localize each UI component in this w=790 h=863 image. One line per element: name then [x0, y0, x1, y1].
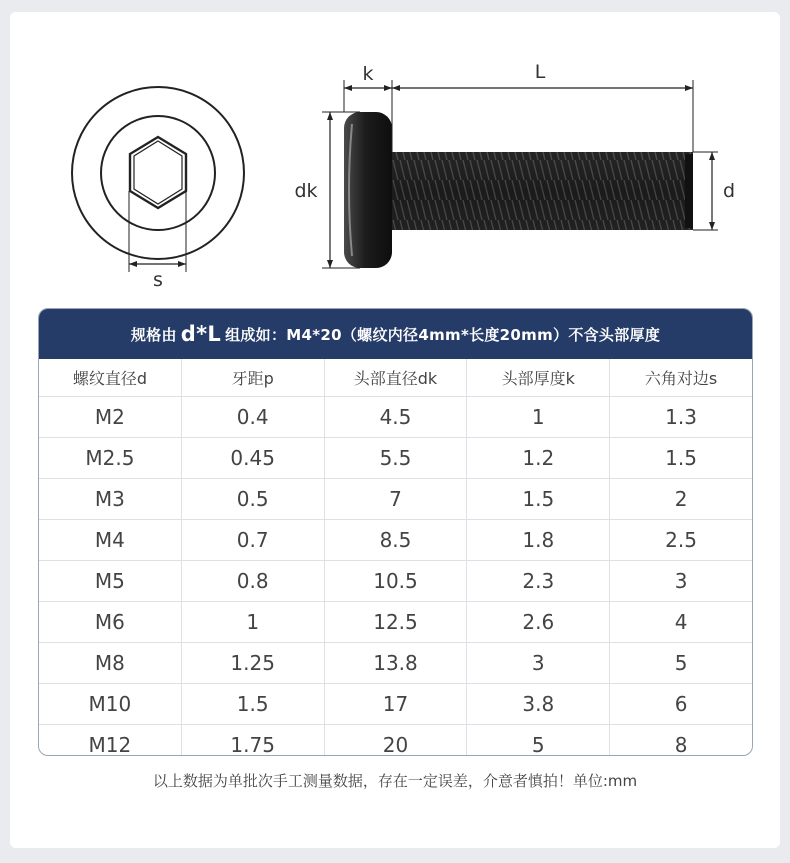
- table-row: [39, 437, 752, 478]
- footer-note: 以上数据为单批次手工测量数据，存在一定误差，介意者慎拍！单位:mm: [152, 772, 638, 790]
- table-cell: M2.5: [39, 438, 182, 478]
- table-cell: 3.8: [467, 684, 610, 724]
- table-row: [39, 560, 752, 601]
- screw-diagram: [0, 0, 790, 300]
- head-top-view: [72, 87, 244, 259]
- label-k: k: [362, 63, 374, 85]
- table-cell: 4: [674, 610, 688, 634]
- table-cell: 13.8: [325, 643, 468, 683]
- table-cell: 0.5: [182, 479, 325, 519]
- table-banner: [39, 309, 752, 359]
- table-header-row: [39, 359, 752, 396]
- table-cell: 1.8: [467, 520, 610, 560]
- table-cell: 5: [467, 725, 610, 756]
- table-row: [39, 601, 752, 642]
- table-header-cell: 头部厚度k: [467, 359, 610, 396]
- table-cell: 1.5: [665, 446, 697, 470]
- table-cell: 7: [325, 479, 468, 519]
- banner-suffix: 组成如：M4*20（螺纹内径4mm*长度20mm）不含头部厚度: [225, 325, 661, 344]
- table-body: [39, 359, 752, 756]
- table-row: [39, 724, 752, 756]
- table-cell: 4.5: [325, 397, 468, 437]
- table-row: [39, 478, 752, 519]
- label-L: L: [534, 61, 546, 83]
- dimension-L: [392, 61, 693, 152]
- table-cell: M4: [39, 520, 182, 560]
- table-row: [39, 396, 752, 437]
- table-cell: 3: [674, 569, 688, 593]
- table-cell: M10: [39, 684, 182, 724]
- table-cell: 0.7: [182, 520, 325, 560]
- table-cell: 5.5: [325, 438, 468, 478]
- table-cell: 6: [674, 692, 688, 716]
- table-cell: 10.5: [325, 561, 468, 601]
- table-cell: M12: [39, 725, 182, 756]
- table-cell: 1.5: [182, 684, 325, 724]
- table-cell: 5: [674, 651, 688, 675]
- spec-table: [38, 308, 753, 756]
- table-header-cell: 头部直径dk: [325, 359, 468, 396]
- table-cell: 1: [467, 397, 610, 437]
- label-s: s: [153, 269, 163, 291]
- table-cell: 2.6: [467, 602, 610, 642]
- banner-dl: d*L: [180, 322, 222, 346]
- table-cell: 0.4: [182, 397, 325, 437]
- table-cell: 1.2: [467, 438, 610, 478]
- banner-prefix: 规格由: [130, 325, 177, 344]
- table-cell: 20: [325, 725, 468, 756]
- screw-side-view: [344, 112, 693, 268]
- table-cell: 1.25: [182, 643, 325, 683]
- table-header-cell: 螺纹直径d: [39, 359, 182, 396]
- table-cell: 1.75: [182, 725, 325, 756]
- table-row: [39, 642, 752, 683]
- label-dk: dk: [294, 180, 318, 202]
- table-cell: 2: [674, 487, 688, 511]
- table-cell: 8: [674, 733, 688, 756]
- table-cell: 8.5: [325, 520, 468, 560]
- table-cell: 1: [182, 602, 325, 642]
- table-cell: 2.3: [467, 561, 610, 601]
- table-row: [39, 683, 752, 724]
- table-cell: M8: [39, 643, 182, 683]
- table-cell: 3: [467, 643, 610, 683]
- dimension-d: [693, 152, 735, 230]
- table-cell: M3: [39, 479, 182, 519]
- table-header-cell: 六角对边s: [644, 369, 718, 388]
- table-cell: M5: [39, 561, 182, 601]
- table-cell: M2: [39, 397, 182, 437]
- table-cell: 1.5: [467, 479, 610, 519]
- table-cell: 17: [325, 684, 468, 724]
- table-cell: M6: [39, 602, 182, 642]
- table-cell: 0.45: [182, 438, 325, 478]
- label-d: d: [722, 180, 736, 202]
- table-cell: 12.5: [325, 602, 468, 642]
- table-cell: 2.5: [665, 528, 697, 552]
- table-row: [39, 519, 752, 560]
- table-header-cell: 牙距p: [182, 359, 325, 396]
- table-cell: 1.3: [665, 405, 697, 429]
- table-cell: 0.8: [182, 561, 325, 601]
